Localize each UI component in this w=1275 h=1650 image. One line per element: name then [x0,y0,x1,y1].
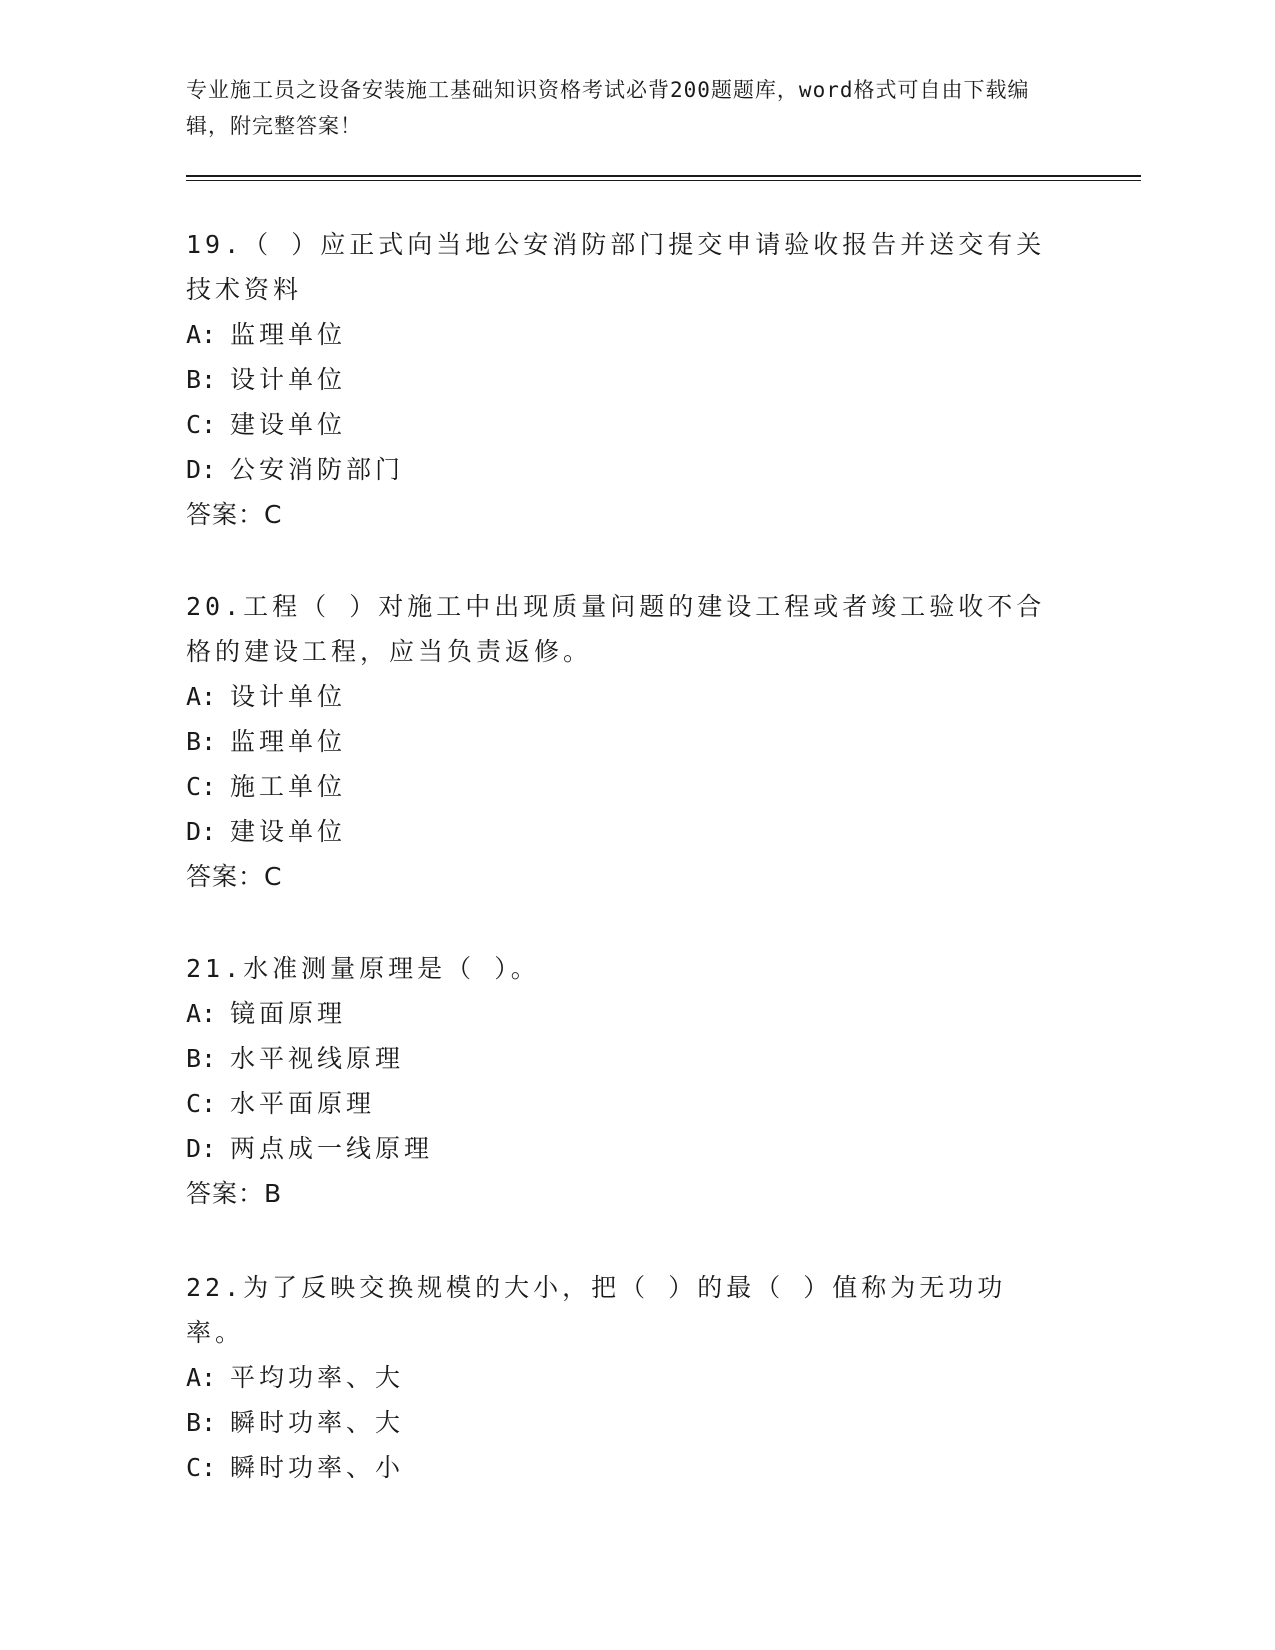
option-b [186,357,1056,402]
option-c [186,1445,1056,1490]
document-header: 专业施工员之设备安装施工基础知识资格考试必背200题题库，word格式可自由下载编辑，附完整答案！ [186,78,1030,138]
option-text: 施工单位 [230,772,347,801]
header-divider-thin [186,180,1141,181]
option-text: 瞬时功率、大 [230,1408,405,1437]
question-21 [186,946,1056,1216]
option-letter: B: [186,727,217,756]
question-20 [186,584,1056,899]
option-letter: C: [186,772,217,801]
option-a [186,1355,1056,1400]
answer: 答案：C [186,500,283,529]
option-d [186,447,1056,492]
option-text: 监理单位 [230,320,347,349]
option-letter: C: [186,1089,217,1118]
option-text: 建设单位 [230,817,347,846]
option-letter: C: [186,1453,217,1482]
option-text: 两点成一线原理 [230,1134,434,1163]
option-d [186,809,1056,854]
option-c [186,1081,1056,1126]
option-a [186,312,1056,357]
answer: 答案：B [186,1179,283,1208]
option-d [186,1126,1056,1171]
question-stem: 21.水准测量原理是（ ）。 [186,954,540,983]
option-b [186,1400,1056,1445]
option-letter: A: [186,682,217,711]
option-text: 水平面原理 [230,1089,376,1118]
option-letter: C: [186,410,217,439]
option-c [186,402,1056,447]
option-text: 建设单位 [230,410,347,439]
option-text: 设计单位 [230,365,347,394]
option-text: 瞬时功率、小 [230,1453,405,1482]
option-letter: D: [186,455,217,484]
question-19 [186,222,1056,537]
option-letter: B: [186,1408,217,1437]
option-text: 监理单位 [230,727,347,756]
question-stem: 20.工程（ ）对施工中出现质量问题的建设工程或者竣工验收不合格的建设工程，应当负责返修。 [186,592,1046,666]
option-b [186,1036,1056,1081]
option-letter: B: [186,365,217,394]
option-text: 水平视线原理 [230,1044,405,1073]
header-divider-thick [186,175,1141,177]
option-letter: A: [186,999,217,1028]
option-letter: A: [186,320,217,349]
option-a [186,991,1056,1036]
option-letter: D: [186,817,217,846]
option-text: 镜面原理 [230,999,347,1028]
option-text: 平均功率、大 [230,1363,405,1392]
question-stem: 22.为了反映交换规模的大小，把（ ）的最（ ）值称为无功功率。 [186,1273,1007,1347]
option-letter: B: [186,1044,217,1073]
option-letter: A: [186,1363,217,1392]
option-letter: D: [186,1134,217,1163]
question-stem: 19.（ ）应正式向当地公安消防部门提交申请验收报告并送交有关技术资料 [186,230,1046,304]
option-b [186,719,1056,764]
question-22 [186,1265,1056,1490]
option-text: 公安消防部门 [230,455,405,484]
option-c [186,764,1056,809]
option-a [186,674,1056,719]
answer: 答案：C [186,862,283,891]
option-text: 设计单位 [230,682,347,711]
